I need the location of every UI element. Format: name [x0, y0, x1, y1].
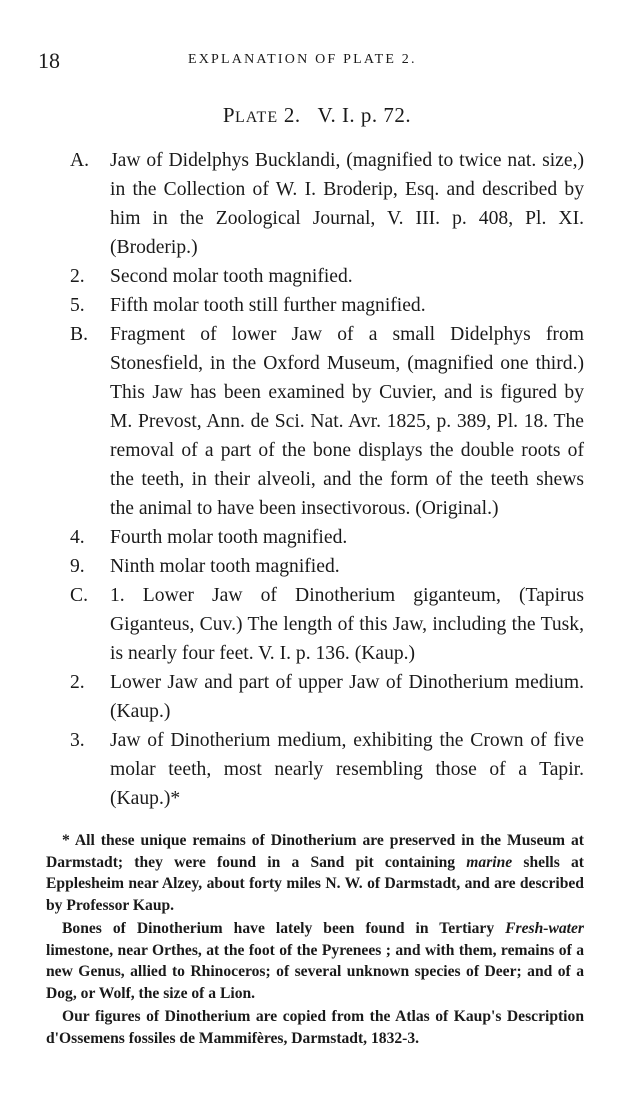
entry-text: Fragment of lower Jaw of a small Didelphys from Stonesfield, in the Oxford Museum, (magnified one third.) This Jaw has been examined by Cuvier, and is figured by M. Prevost, Ann. de Sci. Nat. Avr. 1825, p. 389, Pl. 18. The removal of a part of the bone displays the double roots of the teeth, in their alveoli, and the form of the teeth shews the animal to have been insectivorous. (Original.) [110, 324, 584, 519]
running-title: EXPLANATION OF PLATE 2. [188, 52, 417, 67]
plate-title-initial: P [222, 103, 235, 127]
entry-b [70, 320, 584, 523]
entry-text: Lower Jaw and part of upper Jaw of Dinotherium medium. (Kaup.) [110, 672, 584, 722]
entry-c [70, 581, 584, 668]
entry-label: B. [70, 324, 88, 345]
plate-title-smallcaps: LATE [235, 109, 279, 126]
entry-label: 4. [70, 527, 85, 548]
entry-text: 1. Lower Jaw of Dinotherium giganteum, (Tapirus Giganteus, Cuv.) The length of this Jaw, including the Tusk, is nearly four feet. V. I. p. 136. (Kaup.) [110, 585, 584, 664]
entry-label: 2. [70, 266, 85, 287]
entry-label: 5. [70, 295, 85, 316]
plate-title-rest: 2. V. I. p. 72. [278, 103, 412, 127]
footnote-text: Our figures of Dinotherium are copied from the Atlas of Kaup's Description d'Ossemens fossiles de Mammifères, Darmstadt, 1832-3. [46, 1008, 584, 1047]
entry-text: Second molar tooth magnified. [110, 266, 353, 287]
entry-b-9 [70, 552, 584, 581]
entry-text: Ninth molar tooth magnified. [110, 556, 340, 577]
entry-b-4 [70, 523, 584, 552]
entry-text: Jaw of Dinotherium medium, exhibiting the Crown of five molar teeth, most nearly resembling those of a Tapir. (Kaup.)* [110, 730, 584, 809]
entry-label: C. [70, 585, 88, 606]
entry-a [70, 146, 584, 262]
entry-a-5 [70, 291, 584, 320]
footnotes [46, 830, 584, 1049]
entry-c-2 [70, 668, 584, 726]
footnote-text: Bones of Dinotherium have lately been found in Tertiary [62, 920, 506, 937]
entry-label: 9. [70, 556, 85, 577]
entry-text: Fifth molar tooth still further magnified. [110, 295, 426, 316]
plate-title [0, 103, 634, 128]
entry-label: 3. [70, 730, 85, 751]
footnote-italic: marine [466, 853, 513, 871]
entry-label: 2. [70, 672, 85, 693]
entry-c-3 [70, 726, 584, 813]
footnote-italic: Fresh-water [505, 920, 584, 937]
entry-text: Fourth molar tooth magnified. [110, 527, 348, 548]
footnote-text: limestone, near Orthes, at the foot of the Pyrenees ; and with them, remains of a new Genus, allied to Rhinoceros; of several unknown species of Deer; and of a Dog, or Wolf, the size of a Lion. [46, 941, 584, 1002]
footnote-orthes [46, 918, 584, 1004]
footnote-remains [46, 830, 584, 916]
entry-label: A. [70, 150, 90, 171]
footnote-text: * All these unique remains of Dinotherium are preserved in the Museum at Darmstadt; they were found in a Sand pit containing [46, 832, 584, 871]
entry-a-2 [70, 262, 584, 291]
entry-text: Jaw of Didelphys Bucklandi, (magnified to twice nat. size,) in the Collection of W. I. Broderip, Esq. and described by him in the Zoological Journal, V. III. p. 408, Pl. XI. (Broderip.) [110, 150, 584, 258]
footnote-figures [46, 1006, 584, 1049]
plate-entries [70, 146, 584, 813]
footnote-text: shells at Epplesheim near Alzey, about forty miles N. W. of Darmstadt, and are described by Professor Kaup. [46, 853, 584, 914]
page-number: 18 [38, 48, 60, 73]
